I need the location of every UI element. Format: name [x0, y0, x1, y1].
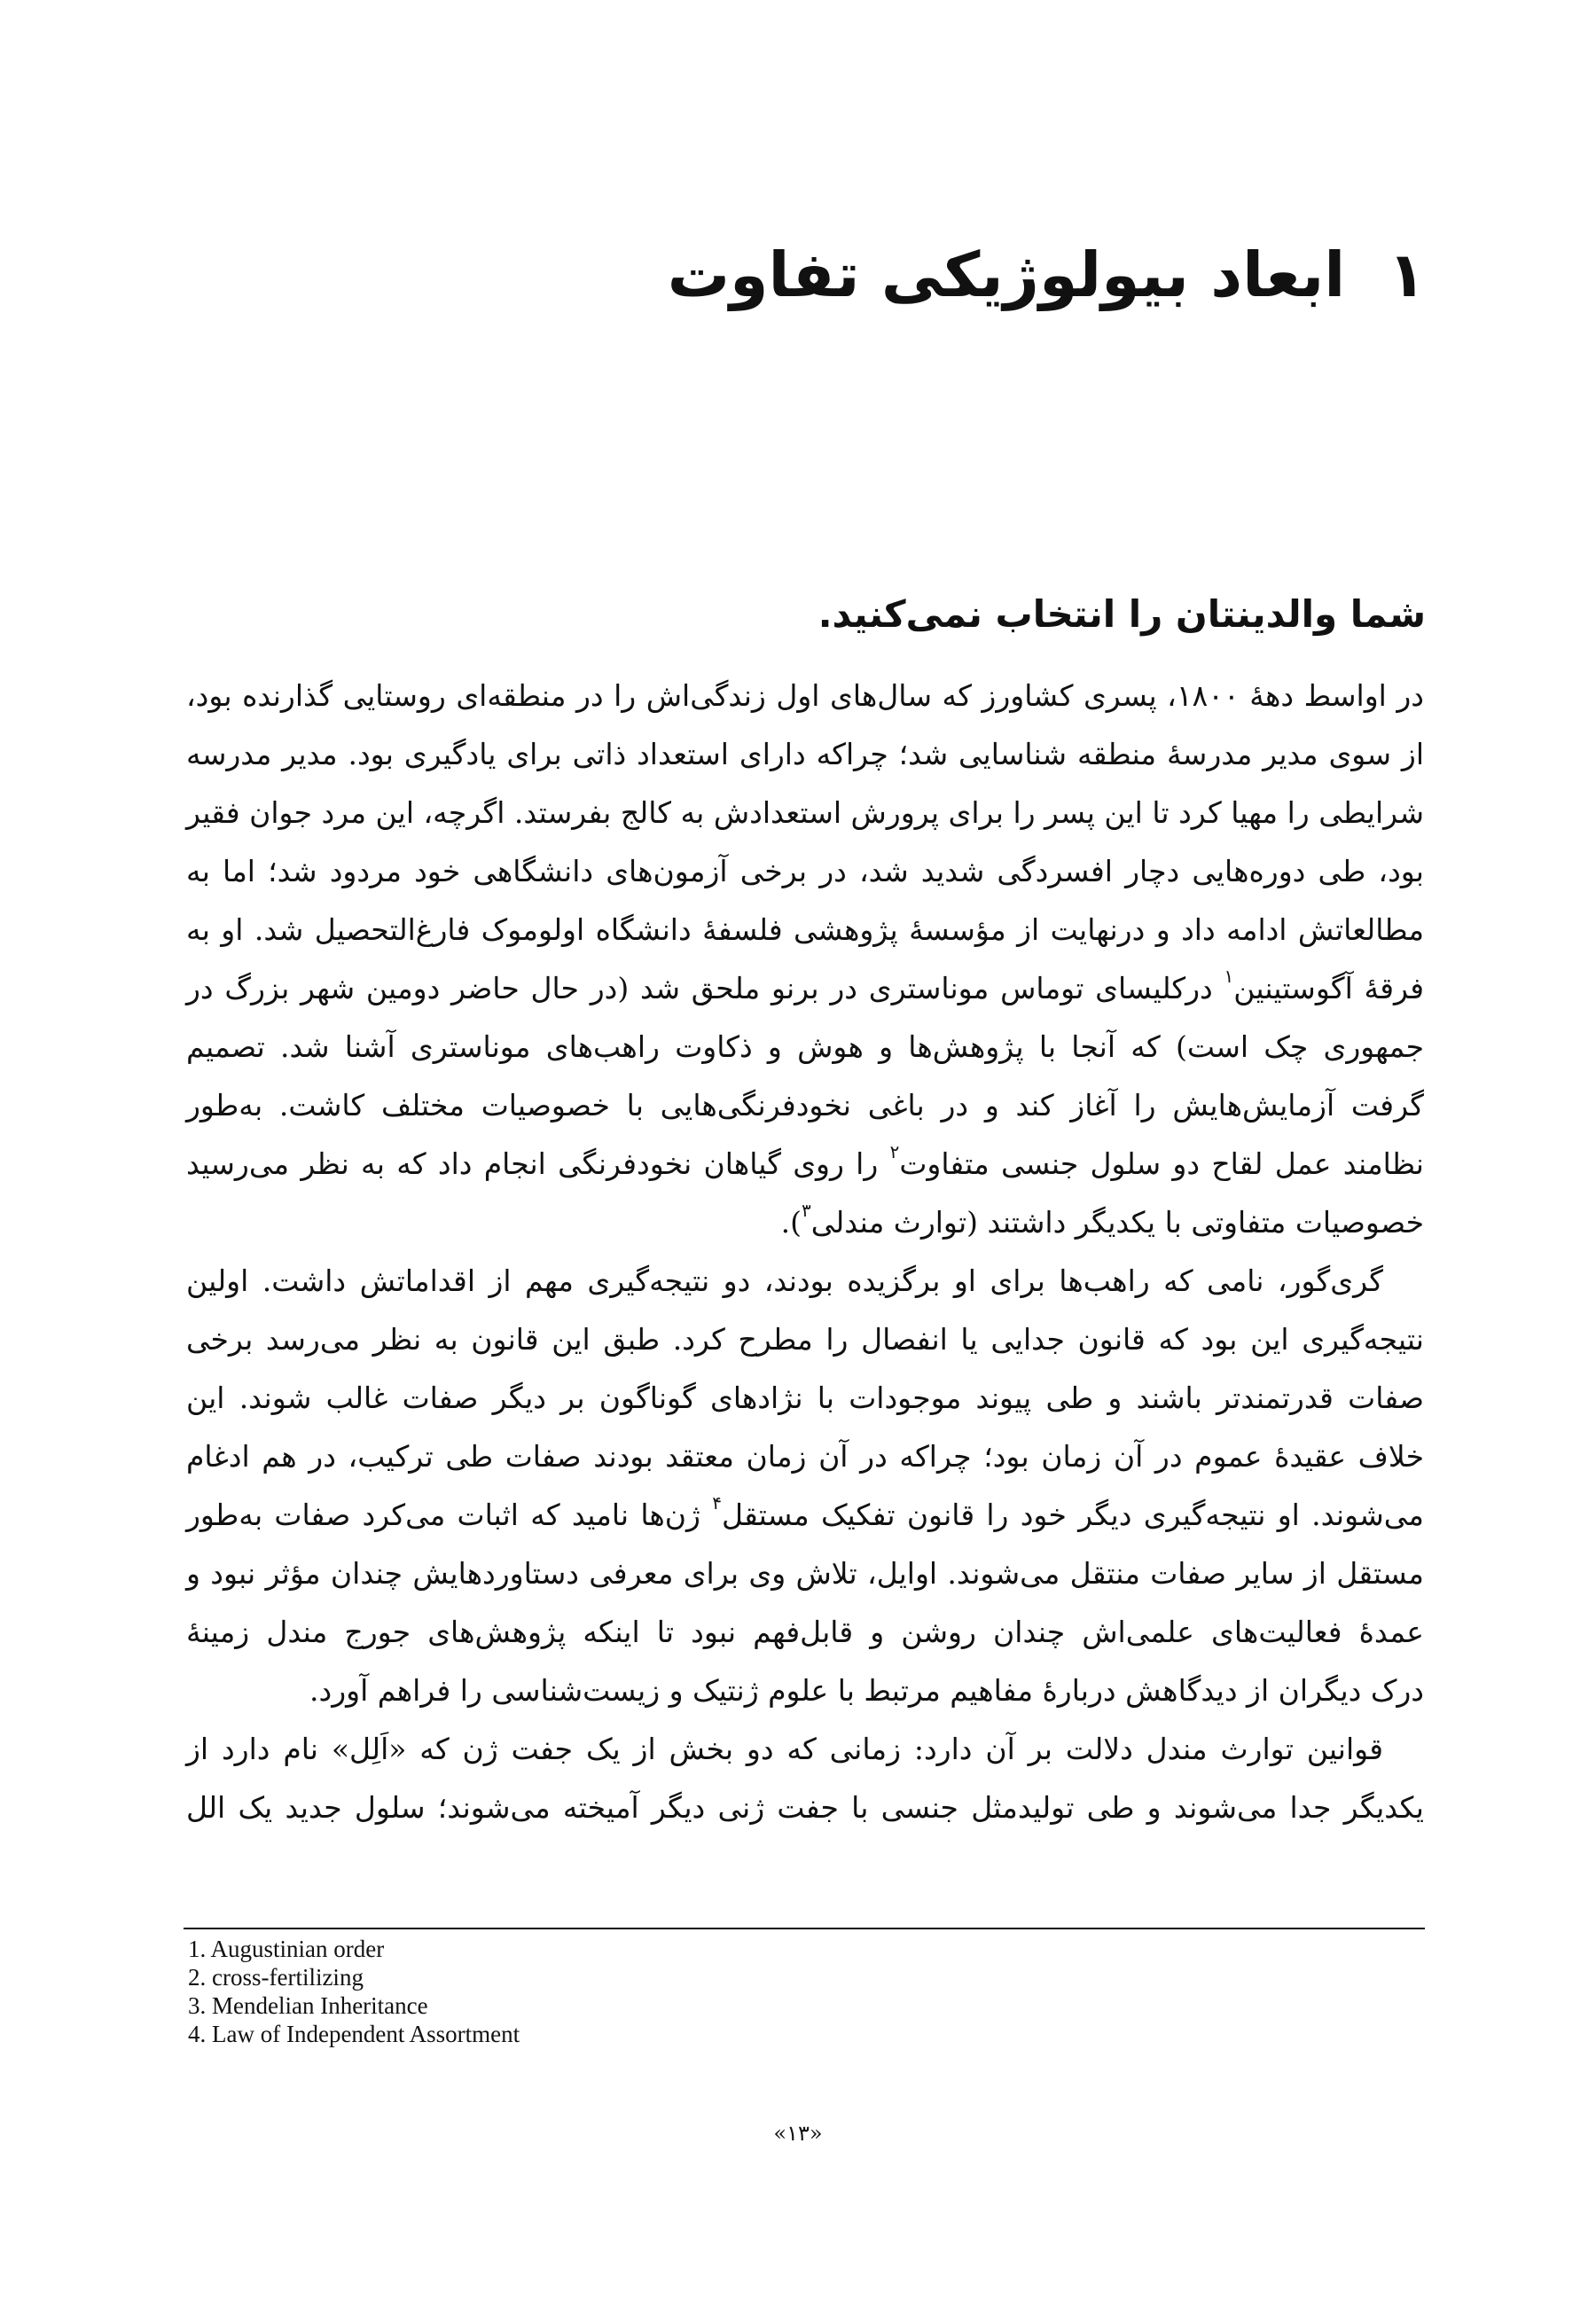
text-line: گری‌گور، نامی که راهب‌ها برای او برگزیده بودند، دو نتیجه‌گیری مهم از اقداماتش داشت. اولین: [186, 1263, 1383, 1298]
text-span: نظامند عمل لقاح دو سلول جنسی متفاوت: [899, 1146, 1424, 1181]
footnote-ref: ۱: [1224, 966, 1234, 987]
text-line: مستقل از سایر صفات منتقل می‌شوند. اوایل، تلاش وی برای معرفی دستاوردهایش چندان مؤثر نبود و: [186, 1556, 1424, 1591]
text-span: فرقۀ آگوستینین: [1233, 971, 1424, 1005]
text-line: [186, 959, 1424, 1018]
footnote-item: 3. Mendelian Inheritance: [188, 1992, 428, 2019]
text-span: درکلیسای توماس موناستری در برنو ملحق شد (در حال حاضر دومین شهر بزرگ در: [186, 971, 1224, 1005]
text-line: قوانین توارث مندل دلالت بر آن دارد: زمانی که دو بخش از یک جفت ژن که «اَلِل» نام دارد از: [186, 1732, 1383, 1766]
paragraph: [186, 667, 1424, 1252]
text-line: مطالعاتش ادامه داد و درنهایت از مؤسسۀ پژوهشی فلسفۀ دانشگاه اولوموک فارغ‌التحصیل شد. او به: [186, 912, 1424, 947]
text-line: بود، طی دوره‌هایی دچار افسردگی شدید شد، در برخی آزمون‌های دانشگاهی خود مردود شد؛ اما به: [186, 854, 1424, 888]
footnote-item: 2. cross-fertilizing: [188, 1964, 364, 1991]
footnote-ref: ۲: [889, 1141, 900, 1162]
footnote-item: 1. Augustinian order: [188, 1936, 385, 1962]
text-line: در اواسط دهۀ ۱۸۰۰، پسری کشاورز که سال‌های اول زندگی‌اش را در منطقه‌ای روستایی گذارنده بود،: [186, 678, 1424, 713]
text-span: می‌شوند. او نتیجه‌گیری دیگر خود را قانون تفکیک مستقل: [721, 1498, 1424, 1532]
text-line: [186, 1486, 1424, 1545]
text-line: [186, 1135, 1424, 1193]
footnote-item: 4. Law of Independent Assortment: [188, 2021, 520, 2047]
paragraph: [186, 1720, 1424, 1837]
body-text: [186, 667, 1424, 1837]
text-span: ژن‌ها نامید که اثبات می‌کرد صفات به‌طور: [186, 1498, 713, 1532]
text-line: [186, 1193, 1424, 1252]
text-span: را روی گیاهان نخودفرنگی انجام داد که به نظر می‌رسید: [186, 1146, 890, 1181]
footnote-divider: [184, 1928, 1425, 1929]
text-line: عمدۀ فعالیت‌های علمی‌اش چندان روشن و قابل‌فهم نبود تا اینکه پژوهش‌های جورج مندل زمینۀ: [186, 1615, 1424, 1649]
text-line: درک دیگران از دیدگاهش دربارۀ مفاهیم مرتبط با علوم ژنتیک و زیست‌شناسی را فراهم آورد.: [309, 1673, 1424, 1708]
text-line: یکدیگر جدا می‌شوند و طی تولیدمثل جنسی با جفت ژنی دیگر آمیخته می‌شوند؛ سلول جدید یک الل: [186, 1790, 1424, 1825]
page-number: «۱۳»: [773, 2121, 823, 2146]
chapter-title-text: ابعاد بیولوژیکی تفاوت: [667, 239, 1346, 311]
text-line: جمهوری چک است) که آنجا با پژوهش‌ها و هوش و ذکاوت راهب‌های موناستری آشنا شد. تصمیم: [186, 1029, 1424, 1064]
chapter-number: ۱: [1388, 239, 1426, 311]
text-span: ).: [780, 1205, 802, 1240]
section-heading: شما والدینتان را انتخاب نمی‌کنید.: [818, 592, 1426, 636]
text-span: خصوصیات متفاوتی با یکدیگر داشتند (توارث مندلی: [810, 1205, 1424, 1240]
footnote-ref: ۳: [802, 1200, 811, 1221]
chapter-title: [668, 238, 1426, 312]
text-line: گرفت آزمایش‌هایش را آغاز کند و در باغی نخودفرنگی‌هایی با خصوصیات مختلف کاشت. به‌طور: [186, 1088, 1424, 1123]
footnote-ref: ۴: [712, 1492, 722, 1514]
text-line: خلاف عقیدۀ عموم در آن زمان بود؛ چراکه در آن زمان معتقد بودند صفات طی ترکیب، در هم ادغام: [186, 1439, 1424, 1474]
paragraph: [186, 1252, 1424, 1720]
text-line: شرایطی را مهیا کرد تا این پسر را برای پرورش استعدادش به کالج بفرستد. اگرچه، این مرد جوان فقیر: [186, 795, 1424, 830]
text-line: صفات قدرتمندتر باشند و طی پیوند موجودات با نژادهای گوناگون بر دیگر صفات غالب شوند. این: [186, 1381, 1424, 1415]
text-line: از سوی مدیر مدرسۀ منطقه شناسایی شد؛ چراکه دارای استعداد ذاتی برای یادگیری بود. مدیر مدرسه: [186, 737, 1424, 771]
footnotes: [188, 1935, 520, 2048]
text-line: نتیجه‌گیری این بود که قانون جدایی یا انفصال را مطرح کرد. طبق این قانون به نظر می‌رسد برخی: [186, 1322, 1424, 1357]
